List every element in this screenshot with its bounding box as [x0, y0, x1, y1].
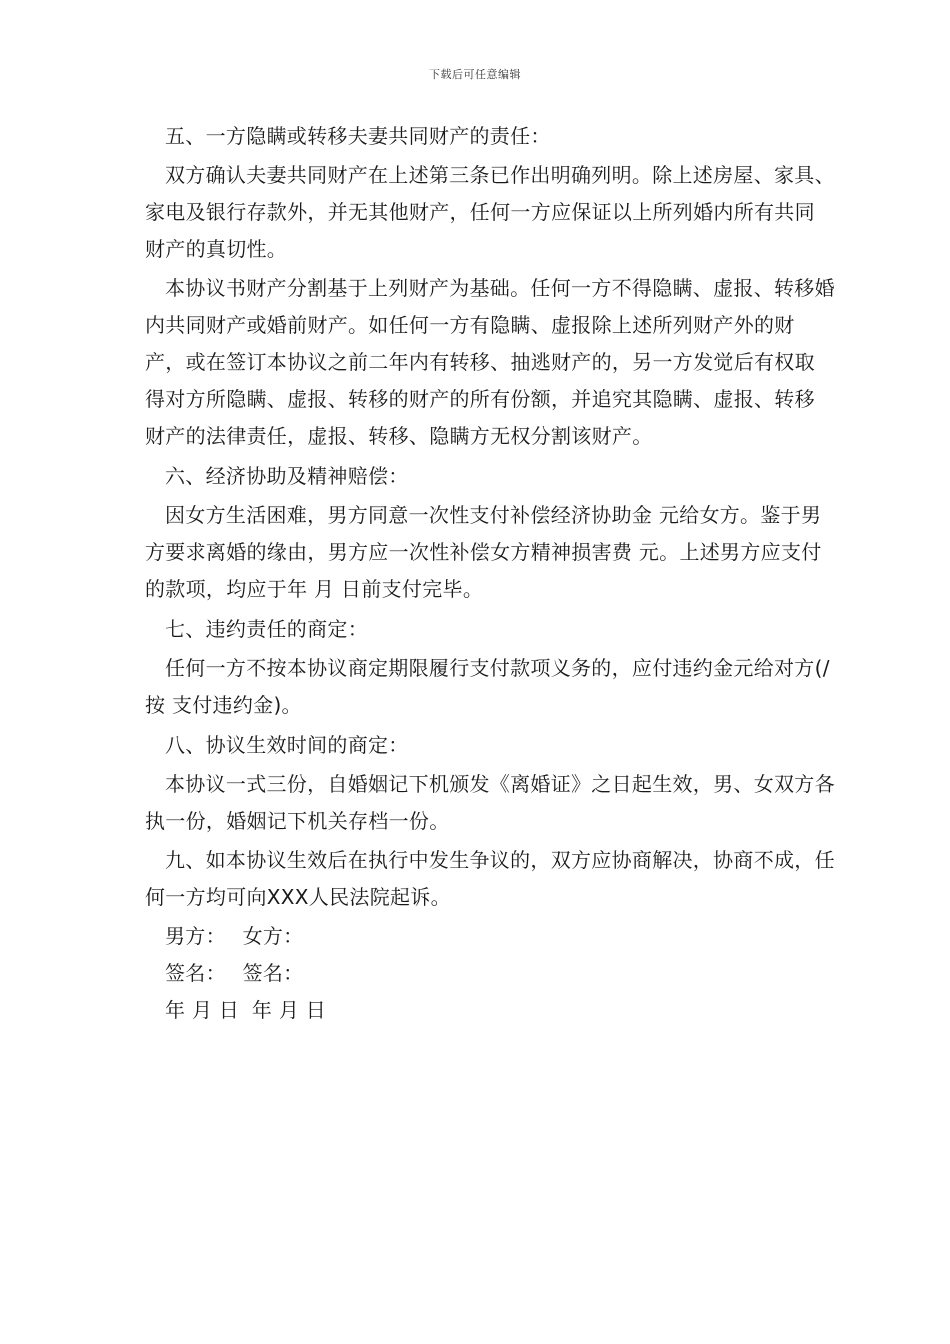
section-9-paragraph-1: 九、如本协议生效后在执行中发生争议的，双方应协商解决，协商不成，任何一方均可向XXX人民法院起诉。	[145, 848, 835, 909]
section-8-paragraph-1: 本协议一式三份，自婚姻记下机颁发《离婚证》之日起生效，男、女双方各执一份，婚姻记下机关存档一份。	[145, 772, 835, 833]
male-party-label: 男方：	[165, 924, 226, 948]
section-5-paragraph-2: 本协议书财产分割基于上列财产为基础。任何一方不得隐瞒、虚报、转移婚内共同财产或婚前财产。如任何一方有隐瞒、虚报除上述所列财产外的财产，或在签订本协议之前二年内有转移、抽逃财产的，另一方发觉后有权取得对方所隐瞒、虚报、转移的财产的所有份额，并追究其隐瞒、虚报、转移财产的法律责任，虚报、转移、隐瞒方无权分割该财产。	[145, 276, 835, 448]
section-6-title: 六、经济协助及精神赔偿：	[165, 464, 409, 488]
section-8-title: 八、协议生效时间的商定：	[165, 733, 409, 757]
female-date-label: 年 月 日	[251, 998, 327, 1022]
section-7-title: 七、违约责任的商定：	[165, 617, 368, 641]
section-6-paragraph-1: 因女方生活困难，男方同意一次性支付补偿经济协助金 元给女方。鉴于男方要求离婚的缘由，男方应一次性补偿女方精神损害费 元。上述男方应支付的款项，均应于年 月 日前支付完毕。	[145, 503, 822, 601]
document-body	[145, 117, 835, 1029]
page-header: 下载后可任意编辑	[429, 68, 521, 81]
female-party-label: 女方：	[242, 924, 304, 948]
male-signature-label: 签名：	[165, 961, 226, 985]
signature-labels-line	[145, 955, 835, 992]
male-date-label: 年 月 日	[165, 998, 240, 1022]
party-labels-line	[145, 918, 835, 955]
section-5-title: 五、一方隐瞒或转移夫妻共同财产的责任：	[165, 124, 551, 148]
section-7-paragraph-1: 任何一方不按本协议商定期限履行支付款项义务的，应付违约金元给对方(/按 支付违约金)。	[145, 656, 830, 717]
date-line	[145, 992, 835, 1029]
section-5-paragraph-1: 双方确认夫妻共同财产在上述第三条已作出明确列明。除上述房屋、家具、家电及银行存款外，并无其他财产，任何一方应保证以上所列婚内所有共同财产的真切性。	[145, 163, 835, 261]
female-signature-label: 签名：	[242, 961, 304, 985]
